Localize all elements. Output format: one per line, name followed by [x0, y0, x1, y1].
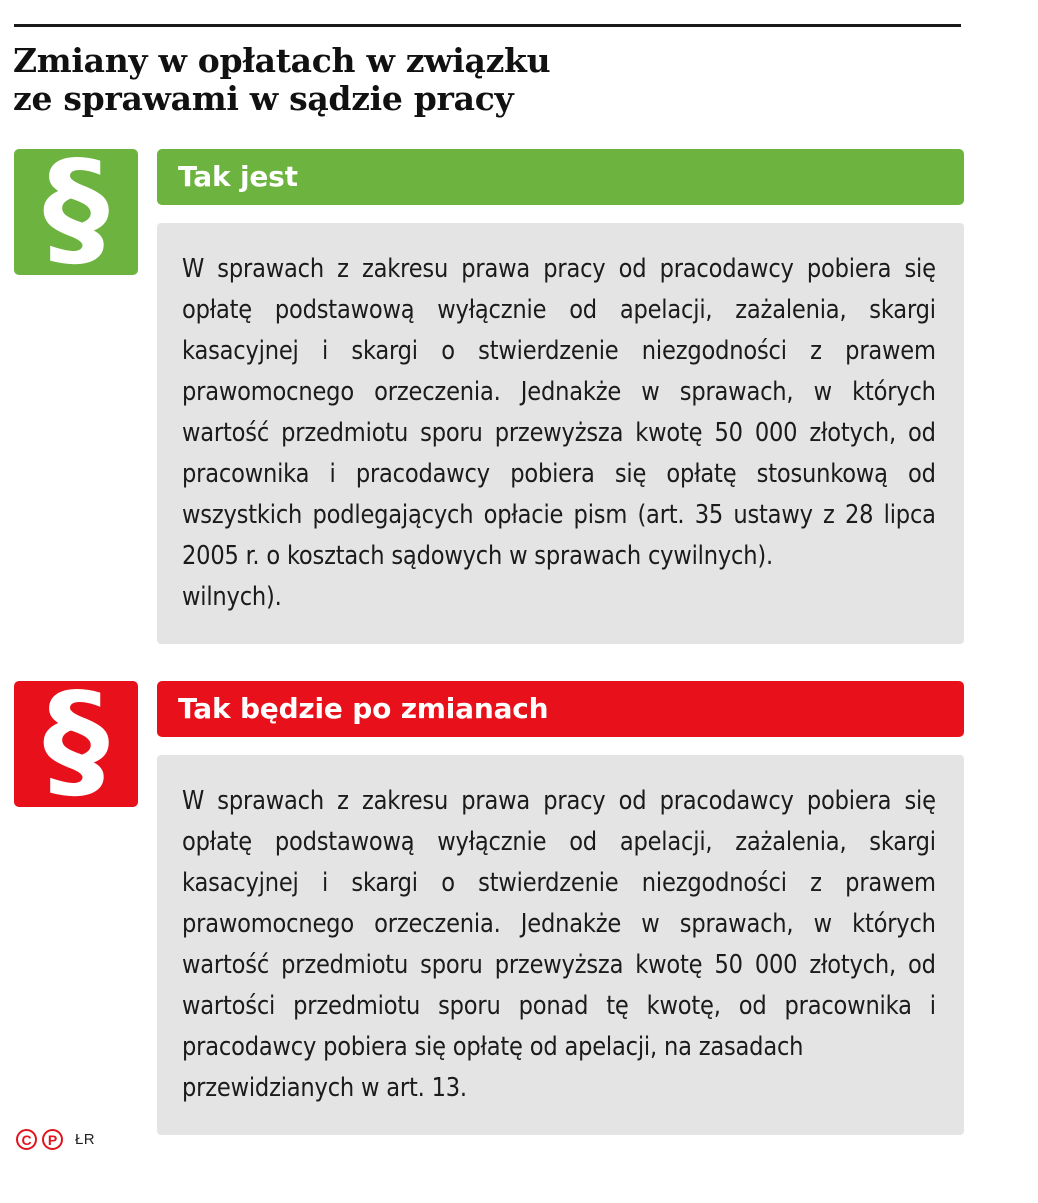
copyright-icon: C: [16, 1129, 37, 1150]
author-initials: ŁR: [75, 1130, 95, 1148]
section-heading-current: Tak jest: [178, 160, 298, 193]
section-body-text-current: W sprawach z zakresu prawa pracy od pracodawcy pobiera się opłatę podstawową wyłącznie od apelacji, zażalenia, skargi kasacyjnej i skargi o stwierdzenie niezgodności z prawem prawomocnego orzeczenia. Jednakże w sprawach, w których wartość przedmiotu sporu przewyższa kwotę 50 000 złotych, od pracownika i pracodawcy pobiera się opłatę stosunkową od wszystkich podlegających opłacie pism (art. 35 ustawy z 28 lipca 2005 r. o kosztach sądowych w sprawach cywilnych).: [182, 254, 936, 571]
page-title-line-1: Zmiany w opłatach w związku: [13, 41, 551, 80]
section-body-last-line-after: przewidzianych w art. 13.: [182, 1073, 467, 1103]
top-divider-rule: [14, 24, 961, 27]
section-body-box-after: [157, 755, 964, 1135]
section-content-column-current: [157, 149, 964, 644]
section-header-bar-red: [157, 681, 964, 737]
section-body-text-after: W sprawach z zakresu prawa pracy od pracodawcy pobiera się opłatę podstawową wyłącznie od apelacji, zażalenia, skargi kasacyjnej i skargi o stwierdzenie niezgodności z prawem prawomocnego orzeczenia. Jednakże w sprawach, w których wartość przedmiotu sporu przewyższa kwotę 50 000 złotych, od wartości przedmiotu sporu ponad tę kwotę, od pracownika i pracodawcy pobiera się opłatę od apelacji, na zasadach: [182, 786, 936, 1062]
phonogram-copyright-icon: P: [42, 1129, 63, 1150]
paragraph-sign-badge-green: [14, 149, 138, 275]
section-body-last-line-current: wilnych).: [182, 582, 282, 612]
section-body-box-current: [157, 223, 964, 644]
page-title-line-2: ze sprawami w sądzie pracy: [13, 79, 514, 118]
paragraph-icon: §: [42, 681, 110, 807]
credit-block: [16, 1129, 95, 1150]
section-content-column-after: [157, 681, 964, 1135]
paragraph-sign-badge-red: [14, 681, 138, 807]
section-header-bar-green: [157, 149, 964, 205]
paragraph-icon: §: [42, 149, 110, 275]
section-heading-after: Tak będzie po zmianach: [178, 692, 549, 725]
page-title: [13, 42, 713, 118]
